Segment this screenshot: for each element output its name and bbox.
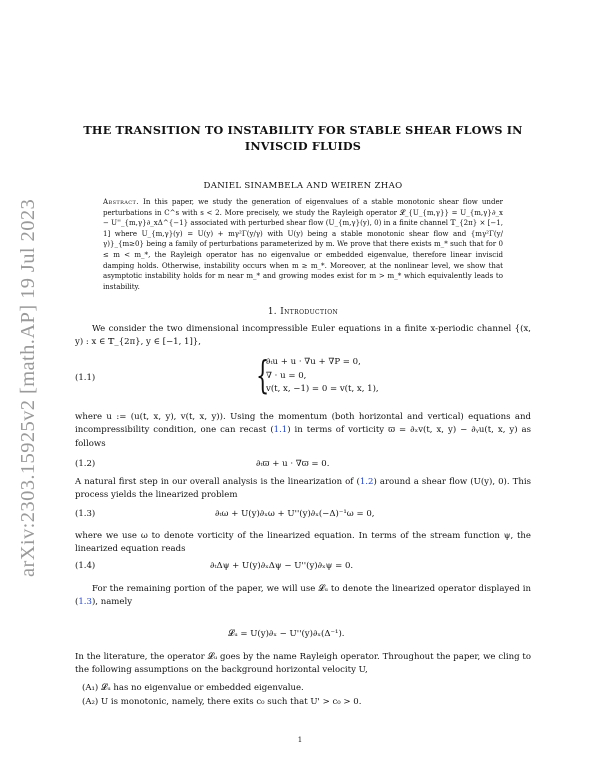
reference-link-1-2[interactable]: 1.2 xyxy=(359,477,374,487)
paragraph-3-part-b: ) around a shear flow (U(y), 0). This process yields the linearized problem xyxy=(75,477,531,501)
equation-1-3: ∂ₜω + U(y)∂ₓω + U''(y)∂ₓ(−Δ)⁻¹ω = 0, xyxy=(215,509,375,519)
assumption-a2 xyxy=(82,696,522,709)
paper-authors: DANIEL SINAMBELA AND WEIREN ZHAO xyxy=(203,181,403,191)
section-number: 1. xyxy=(267,307,278,317)
body-paragraph-4: where we use ω to denote vorticity of the linearized equation. In terms of the stream function ψ, the linearized equation reads xyxy=(75,531,531,555)
equation-1-4: ∂ₜΔψ + U(y)∂ₓΔψ − U''(y)∂ₓψ = 0. xyxy=(210,561,354,571)
paper-title-line-2: INVISCID FLUIDS xyxy=(244,139,362,153)
equation-1-1-line-3: v(t, x, −1) = 0 = v(t, x, 1), xyxy=(266,384,379,395)
body-paragraph-2 xyxy=(75,411,531,451)
body-paragraph-5 xyxy=(75,583,531,610)
body-paragraph-3 xyxy=(75,476,531,503)
equation-1-2: ∂ₜϖ + u · ∇ϖ = 0. xyxy=(256,459,330,469)
paragraph-3-part-a: A natural first step in our overall analysis is the linearization of ( xyxy=(75,477,360,487)
paragraph-5-part-a: For the remaining portion of the paper, we will use 𝓛ᵤ to denote the linearized operator displayed in ( xyxy=(75,584,531,608)
abstract-label: Abstract. xyxy=(103,197,139,206)
equation-number-1-3: (1.3) xyxy=(75,509,96,519)
paragraph-2-part-b: ) in terms of vorticity ϖ = ∂ₓv(t, x, y) − ∂ᵧu(t, x, y) as follows xyxy=(75,425,531,449)
paper-title-line-1: THE TRANSITION TO INSTABILITY FOR STABLE SHEAR FLOWS IN xyxy=(83,123,523,137)
arxiv-stamp-text: arXiv:2303.15925v2 [math.AP] 19 Jul 2023 xyxy=(17,198,39,577)
abstract-text: In this paper, we study the generation of eigenvalues of a stable monotonic shear flow under perturbations in C^s with s < 2. More precisely, we study the Rayleigh operator 𝓛_{U_{m,γ}} = U_{m,γ}∂_x − U''_{m,γ}∂_xΔ^{−1} associated with perturbed shear flow (U_{m,γ}(y), 0) in a finite channel 𝕋_{2π} × [−1, 1] where U_{m,γ}(y) = U(y) + mγ²Γ(y/γ) with U(y) being a stable monotonic shear flow and {mγ²Γ(y/γ)}_{m≥0} being a family of perturbations parameterized by m. We prove that there exists m_* such that for 0 ≤ m < m_*, the Rayleigh operator has no eigenvalue or embedded eigenvalue, therefore linear inviscid damping holds. Otherwise, instability occurs when m ≥ m_*. Moreover, at the nonlinear level, we show that asymptotic instability holds for m near m_* and growing modes exist for m > m_* which equivalently leads to instability. xyxy=(103,197,503,291)
abstract xyxy=(103,197,503,292)
equation-number-1-2: (1.2) xyxy=(75,459,96,469)
body-paragraph-6: In the literature, the operator 𝓛ᵤ goes by the name Rayleigh operator. Throughout the paper, we cling to the following assumptions on the background horizontal velocity U, xyxy=(75,652,531,676)
section-heading xyxy=(75,307,531,317)
assumption-a2-text: U is monotonic, namely, there exits c₀ such that U' > c₀ > 0. xyxy=(101,697,362,707)
paragraph-5-part-b: ), namely xyxy=(91,597,133,608)
arxiv-identifier-stamp xyxy=(6,172,46,582)
reference-link-1-1[interactable]: 1.1 xyxy=(273,425,288,436)
equation-number-1-4: (1.4) xyxy=(75,561,96,571)
assumption-a1-label: (A₁) xyxy=(82,683,99,693)
rayleigh-operator-definition: 𝓛ᵤ = U(y)∂ₓ − U''(y)∂ₓ(Δ⁻¹). xyxy=(228,629,345,639)
body-paragraph-1: We consider the two dimensional incompressible Euler equations in a finite x-periodic channel {(x, y) : x ∈ 𝕋_{2π}, y ∈ [−1, 1]}, xyxy=(75,324,531,348)
assumption-a1 xyxy=(82,682,522,695)
equation-1-1-line-1: ∂ₜu + u · ∇u + ∇P = 0, xyxy=(266,357,361,367)
assumption-a1-text: 𝓛ᵤ has no eigenvalue or embedded eigenvalue. xyxy=(101,683,304,693)
curly-brace: { xyxy=(256,353,270,397)
paragraph-2-part-a: where u := (u(t, x, y), v(t, x, y)). Using the momentum (both horizontal and vertical) equations and incompressibility condition, one can recast ( xyxy=(75,412,531,436)
reference-link-1-3[interactable]: 1.3 xyxy=(78,597,92,608)
assumption-a2-label: (A₂) xyxy=(82,697,99,707)
equation-1-1-line-2: ∇ · u = 0, xyxy=(266,370,307,381)
paper-title xyxy=(75,122,531,154)
equation-system-1-1 xyxy=(256,353,379,398)
page-number: 1 xyxy=(297,736,303,744)
section-title: Introduction xyxy=(280,307,339,317)
equation-number-1-1: (1.1) xyxy=(75,373,96,383)
